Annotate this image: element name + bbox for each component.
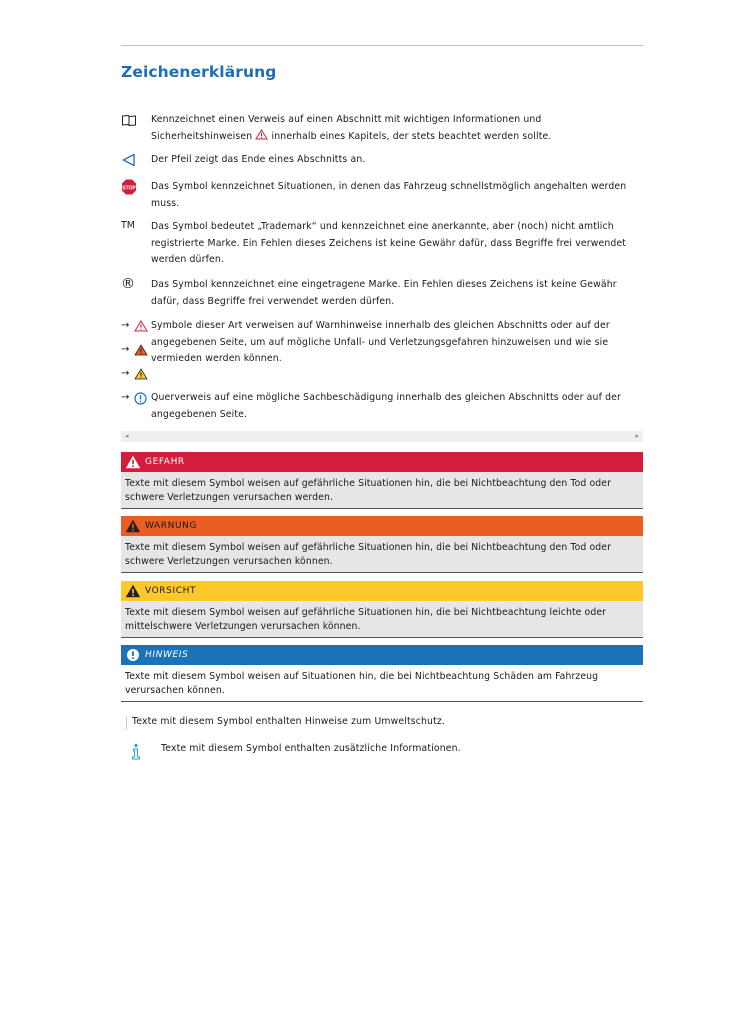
scroll-right-icon[interactable]: ▸	[635, 432, 639, 440]
page-title: Zeichenerklärung	[121, 63, 277, 81]
ref-arrow: →	[121, 392, 130, 403]
environment-text: Texte mit diesem Symbol enthalten Hinweise zum Umweltschutz.	[132, 716, 446, 727]
svg-text:STOP: STOP	[122, 185, 136, 192]
caution-label: VORSICHT	[145, 586, 197, 596]
book-icon	[121, 112, 149, 128]
danger-text: Texte mit diesem Symbol weisen auf gefährliche Situationen hin, die bei Nichtbeachtung den Tod oder schwere Verletzungen verursachen werden.	[121, 472, 643, 509]
damage-symbol-group	[121, 390, 149, 406]
legend-warnings-text: Symbole dieser Art verweisen auf Warnhinweise innerhalb des gleichen Abschnitts oder auf der angegebenen Seite, um auf mögliche Unfall- und Verletzungsgefahren hinzuweisen und wie sie vermieden werden können.	[151, 320, 610, 364]
caution-text: Texte mit diesem Symbol weisen auf gefährliche Situationen hin, die bei Nichtbeachtung leichte oder mittelschwere Verletzungen verursachen können.	[121, 601, 643, 638]
registered-symbol: ®	[121, 276, 135, 292]
caution-box	[121, 581, 643, 638]
section-end-arrow-icon	[121, 152, 149, 168]
top-divider	[121, 45, 643, 46]
warning-text: Texte mit diesem Symbol weisen auf gefährliche Situationen hin, die bei Nichtbeachtung den Tod oder schwere Verletzungen verursachen können.	[121, 536, 643, 573]
legend-damage-text: Querverweis auf eine mögliche Sachbeschädigung innerhalb des gleichen Abschnitts oder auf der angegebenen Seite.	[151, 392, 621, 420]
scroll-left-icon[interactable]: ◂	[125, 432, 129, 440]
caution-warning-icon	[125, 584, 141, 598]
info-text: Texte mit diesem Symbol enthalten zusätzliche Informationen.	[161, 743, 461, 754]
ref-arrow: →	[121, 344, 130, 355]
warning-header	[121, 516, 643, 536]
warning-header-icon	[125, 519, 141, 533]
warning-yellow-icon	[134, 368, 148, 380]
danger-box	[121, 452, 643, 509]
environment-icon	[126, 717, 127, 730]
horizontal-scrollbar[interactable]	[121, 431, 643, 442]
warning-red-icon	[134, 320, 148, 332]
notice-header	[121, 645, 643, 665]
warning-outline-icon	[255, 129, 268, 140]
legend-book-line1: Kennzeichnet einen Verweis auf einen Abschnitt mit wichtigen Informationen und	[151, 114, 542, 125]
warning-symbol-group	[121, 318, 149, 380]
notice-exclamation-icon	[125, 648, 141, 662]
damage-info-icon	[134, 392, 147, 405]
legend-stop-text: Das Symbol kennzeichnet Situationen, in denen das Fahrzeug schnellstmöglich angehalten werden muss.	[151, 181, 627, 209]
trademark-symbol: TM	[121, 220, 135, 231]
danger-label: GEFAHR	[145, 457, 185, 467]
caution-header	[121, 581, 643, 601]
info-icon	[129, 743, 143, 761]
warning-label: WARNUNG	[145, 521, 198, 531]
warning-orange-icon	[134, 344, 148, 356]
ref-arrow: →	[121, 368, 130, 379]
warning-box	[121, 516, 643, 573]
notice-text: Texte mit diesem Symbol weisen auf Situationen hin, die bei Nichtbeachtung Schäden am Fahrzeug verursachen können.	[121, 665, 643, 702]
legend-end-arrow-text: Der Pfeil zeigt das Ende eines Abschnitts an.	[151, 154, 366, 165]
notice-box	[121, 645, 643, 702]
legend-trademark-text: Das Symbol bedeutet „Trademark“ und kennzeichnet eine anerkannte, aber (noch) nicht amtlich registrierte Marke. Ein Fehlen dieses Zeichens ist keine Gewähr dafür, dass Begriffe frei verwendet werden dürfen.	[151, 221, 627, 265]
danger-warning-icon	[125, 455, 141, 469]
danger-header	[121, 452, 643, 472]
ref-arrow: →	[121, 320, 130, 331]
stop-icon	[121, 179, 149, 195]
legend-book-line2: Sicherheitshinweisen innerhalb eines Kapitels, der stets beachtet werden sollte.	[151, 130, 552, 142]
legend-registered-text: Das Symbol kennzeichnet eine eingetragene Marke. Ein Fehlen dieses Zeichens ist keine Gewähr dafür, dass Begriffe frei verwendet werden dürfen.	[151, 279, 617, 307]
notice-label: HINWEIS	[145, 650, 189, 660]
